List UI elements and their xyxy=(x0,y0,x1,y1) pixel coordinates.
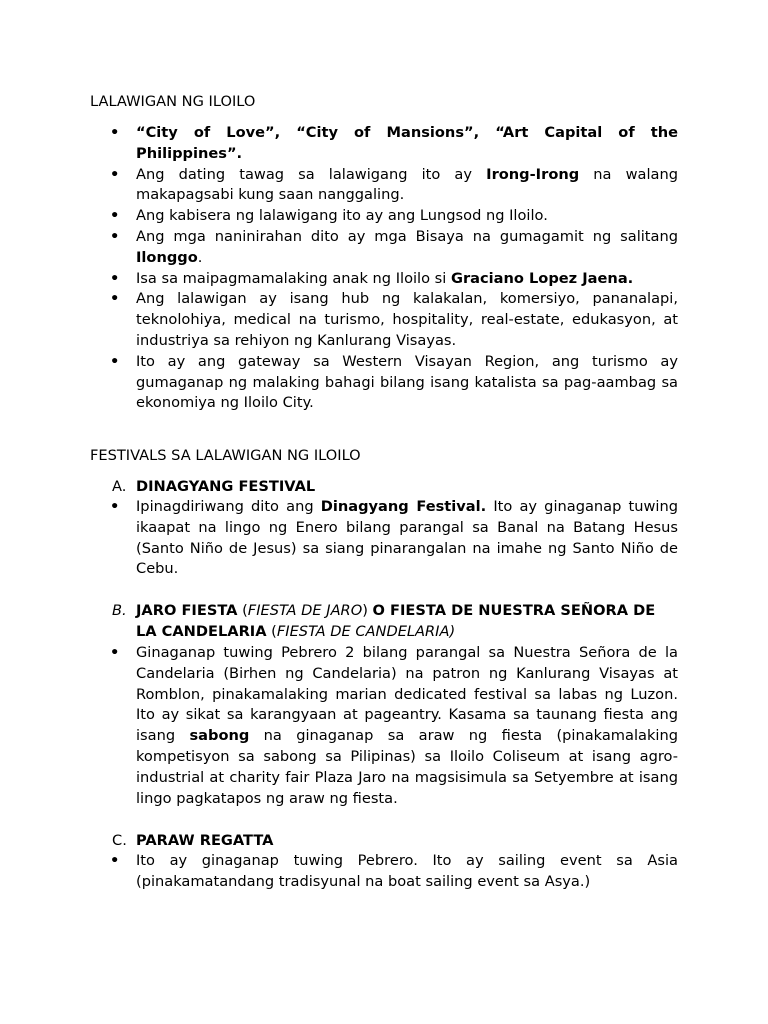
list-item-text xyxy=(136,498,678,577)
text-run: Isa sa maipagmamalaking anak ng Iloilo si xyxy=(136,269,451,287)
heading-festivals: FESTIVALS SA LALAWIGAN NG ILOILO xyxy=(90,447,361,464)
heading-lalawigan: LALAWIGAN NG ILOILO xyxy=(90,93,256,110)
text-run: O FIESTA DE NUESTRA SEÑORA DE LA CANDELARIA xyxy=(136,602,656,640)
section-title-paraw-regatta xyxy=(112,831,678,852)
list-item-text xyxy=(136,852,678,890)
list-item-text xyxy=(136,124,678,162)
section-title-dinagyang xyxy=(112,477,678,498)
text-run: PARAW REGATTA xyxy=(136,832,274,849)
text-run: FIESTA DE CANDELARIA) xyxy=(276,622,456,640)
text-run: ( xyxy=(266,622,277,640)
text-run: na walang makapagsabi kung saan nanggaling. xyxy=(136,165,678,204)
bullet-icon: • xyxy=(110,352,120,370)
list-item-text xyxy=(136,207,548,224)
bullet-icon: • xyxy=(110,165,120,183)
list-item-text xyxy=(136,644,678,807)
list-item xyxy=(90,643,678,809)
list-item xyxy=(90,206,678,227)
text-run: Ipinagdiriwang dito ang xyxy=(136,498,321,515)
list-item xyxy=(90,289,678,351)
text-run: Graciano Lopez Jaena. xyxy=(450,269,634,287)
section-letter: C. xyxy=(112,832,127,849)
text-run: DINAGYANG FESTIVAL xyxy=(136,478,316,495)
bullet-icon: • xyxy=(110,269,120,287)
list-item xyxy=(90,352,678,414)
section-title-jaro-fiesta xyxy=(112,601,678,643)
text-run: ( xyxy=(237,602,248,619)
list-item xyxy=(90,269,678,290)
text-run: Dinagyang Festival. xyxy=(320,498,487,515)
bullet-icon: • xyxy=(110,227,120,245)
list-item xyxy=(90,165,678,207)
text-run: Ginaganap tuwing Pebrero 2 bilang parangal sa Nuestra Señora de la Candelaria (Birhen ng Candelaria) na patron ng Kanlurang Visayas at Romblon, pinakamalaking marian dedicated festival sa labas ng Luzon. Ito ay sikat sa karangyaan at pageantry. Kasama sa taunang fiesta ang isang xyxy=(136,644,678,745)
text-run: JARO FIESTA xyxy=(136,602,238,619)
text-run: Ang mga naninirahan dito ay mga Bisaya na gumagamit ng salitang xyxy=(136,227,678,245)
list-item-text xyxy=(136,166,678,204)
text-run: ) xyxy=(362,602,373,619)
section-letter: B. xyxy=(112,602,127,619)
list-item-text xyxy=(136,228,678,266)
section-letter: A. xyxy=(112,478,127,495)
text-run: Ito ay ginaganap tuwing ikaapat na lingo ng Enero bilang parangal sa Banal na Batang Hesus (Santo Niño de Jesus) sa siang pinarangalan na imahe ng Santo Niño de Cebu. xyxy=(136,498,678,578)
section-list-paraw-regatta xyxy=(90,851,678,893)
bullet-icon: • xyxy=(110,207,120,225)
list-item-text xyxy=(136,290,678,349)
text-run: na ginaganap sa araw ng fiesta (pinakamalaking kompetisyon sa sabong sa Pilipinas) sa Iloilo Coliseum at isang agro-industrial at charity fair Plaza Jaro na magsisimula sa Setyembre at isang lingo pagkatapos ng araw ng fiesta. xyxy=(136,727,678,807)
section-title-text xyxy=(112,477,678,498)
main-bullet-list xyxy=(90,123,678,414)
bullet-icon: • xyxy=(110,644,120,661)
list-item xyxy=(90,497,678,580)
bullet-icon: • xyxy=(110,124,120,141)
bullet-icon: • xyxy=(110,852,120,869)
text-run: . xyxy=(197,248,203,266)
section-title-text xyxy=(112,831,678,852)
section-title-text xyxy=(112,601,678,643)
text-run: Ilonggo xyxy=(136,248,198,266)
list-item xyxy=(90,851,678,893)
bullet-icon: • xyxy=(110,498,120,515)
text-run: “City of Love”, “City of Mansions”, “Art Capital of the Philippines”. xyxy=(136,124,678,162)
text-run: FIESTA DE JARO xyxy=(247,602,363,619)
section-list-dinagyang xyxy=(90,497,678,580)
text-run: Irong-Irong xyxy=(486,165,580,183)
text-run: Ang kabisera ng lalawigang ito ay ang Lungsod ng Iloilo. xyxy=(136,207,548,225)
text-run: sabong xyxy=(189,727,250,745)
list-item xyxy=(90,227,678,269)
bullet-icon: • xyxy=(110,290,120,308)
list-item xyxy=(90,123,678,165)
list-item-text xyxy=(136,353,678,412)
text-run: Ang lalawigan ay isang hub ng kalakalan, komersiyo, pananalapi, teknolohiya, medical na turismo, hospitality, real-estate, edukasyon, at industriya sa rehiyon ng Kanlurang Visayas. xyxy=(136,290,678,349)
section-list-jaro-fiesta xyxy=(90,643,678,809)
list-item-text xyxy=(136,270,633,287)
text-run: Ito ay ang gateway sa Western Visayan Region, ang turismo ay gumaganap ng malaking bahagi bilang isang katalista sa pag-aambag sa ekonomiya ng Iloilo City. xyxy=(136,352,678,412)
text-run: Ang dating tawag sa lalawigang ito ay xyxy=(136,165,487,183)
text-run: Ito ay ginaganap tuwing Pebrero. Ito ay sailing event sa Asia (pinakamatandang tradisyunal na boat sailing event sa Asya.) xyxy=(136,852,678,890)
